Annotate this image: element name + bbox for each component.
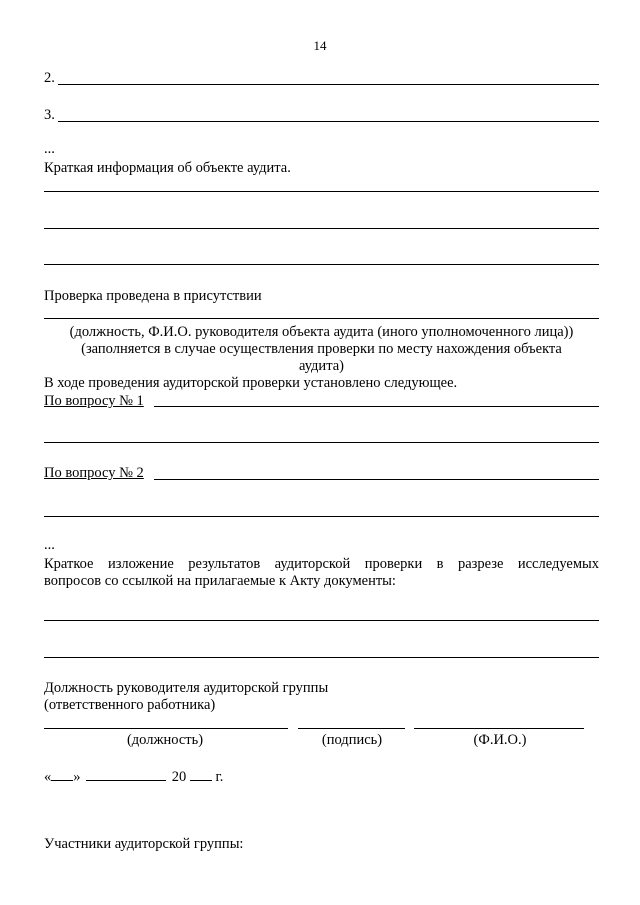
item-2-line — [58, 84, 599, 85]
question-1-line-1 — [154, 406, 599, 407]
month-blank — [86, 766, 166, 781]
participants-label: Участники аудиторской группы: — [44, 836, 244, 852]
item-3-line — [58, 121, 599, 122]
position-caption: (должность) — [126, 732, 204, 748]
name-signature-line — [414, 728, 584, 729]
page-number: 14 — [313, 38, 327, 53]
item-2-label: 2. — [44, 70, 55, 86]
presence-line — [44, 318, 599, 319]
date-open-quote: « — [44, 769, 52, 785]
ellipsis-2: ... — [44, 537, 55, 553]
year-prefix: 20 — [171, 769, 187, 785]
question-2-label: По вопросу № 2 — [44, 465, 144, 481]
position-signature-line — [44, 728, 288, 729]
summary-line-1 — [44, 555, 599, 574]
head-position-line-1: Должность руководителя аудиторской группы — [44, 680, 329, 696]
signature-line — [298, 728, 405, 729]
object-info-heading: Краткая информация об объекте аудита. — [44, 160, 291, 176]
day-blank — [51, 766, 73, 781]
question-1-line-2 — [44, 442, 599, 443]
object-info-line-3 — [44, 264, 599, 265]
summary-line-blank-1 — [44, 620, 599, 621]
year-suffix: г. — [215, 769, 224, 785]
year-blank — [190, 766, 212, 781]
summary-line-2: вопросов со ссылкой на прилагаемые к Акту документы: — [44, 573, 396, 589]
summary-line-blank-2 — [44, 657, 599, 658]
question-2-line-2 — [44, 516, 599, 517]
question-1-label: По вопросу № 1 — [44, 393, 144, 409]
presence-hint-1: (должность, Ф.И.О. руководителя объекта аудита (иного уполномоченного лица)) — [69, 324, 574, 340]
name-caption: (Ф.И.О.) — [473, 732, 527, 748]
object-info-line-1 — [44, 191, 599, 192]
date-close-quote: » — [73, 769, 81, 785]
signature-caption: (подпись) — [321, 732, 383, 748]
established-text: В ходе проведения аудиторской проверки установлено следующее. — [44, 375, 458, 391]
presence-label: Проверка проведена в присутствии — [44, 288, 262, 304]
summary-text-1: Краткое изложение результатов аудиторской проверки в разрезе исследуемых — [44, 556, 599, 572]
item-3-label: 3. — [44, 107, 55, 123]
ellipsis-1: ... — [44, 141, 55, 157]
presence-hint-2: (заполняется в случае осуществления проверки по месту нахождения объекта — [81, 341, 562, 357]
head-position-line-2: (ответственного работника) — [44, 697, 216, 713]
presence-hint-3: аудита) — [299, 358, 344, 374]
object-info-line-2 — [44, 228, 599, 229]
question-2-line-1 — [154, 479, 599, 480]
date-line — [44, 766, 223, 786]
